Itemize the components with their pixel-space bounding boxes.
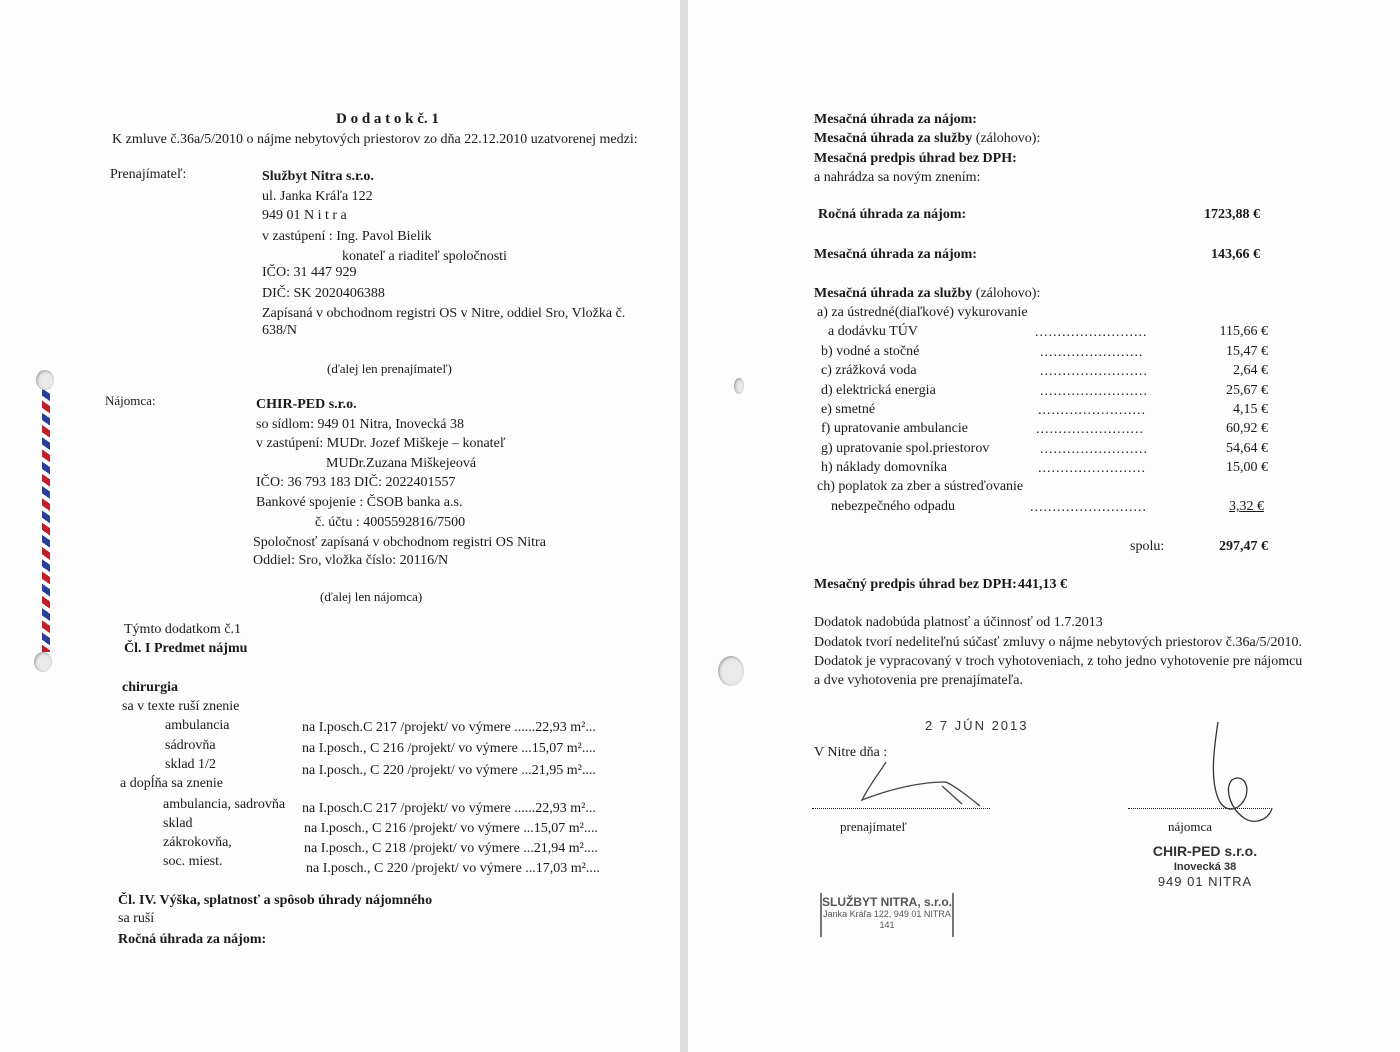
service-item-ch-value: 3,32 € <box>1229 499 1264 514</box>
tenant-line: IČO: 36 793 183 DIČ: 2022401557 <box>256 475 456 490</box>
service-item-label: g) upratovanie spol.priestorov <box>821 441 990 456</box>
signature-label-tenant: nájomca <box>1168 819 1213 834</box>
tenant-label: Nájomca: <box>105 393 156 408</box>
add-row-name: zákrokovňa, <box>163 835 232 850</box>
service-item-value: 25,67 € <box>1226 383 1268 398</box>
services-heading <box>814 285 1040 303</box>
tenant-alias: (ďalej len nájomca) <box>320 589 423 604</box>
tenant-line: so sídlom: 949 01 Nitra, Inovecká 38 <box>256 417 465 432</box>
prescription-value: 441,13 € <box>1018 577 1067 592</box>
stamp-line: Janka Kráľa 122, 949 01 NITRA <box>823 909 951 919</box>
punch-hole-bottom <box>34 652 52 672</box>
add-row-text: na I.posch., C 216 /projekt/ vo výmere ...15,07 m².... <box>304 821 598 836</box>
service-item-value: 60,92 € <box>1226 421 1268 436</box>
leader-dots: ........................ <box>1038 403 1146 418</box>
add-label: a dopĺňa sa znenie <box>120 776 224 791</box>
service-item-label: f) upratovanie ambulancie <box>821 421 968 436</box>
binding-cord <box>42 382 50 652</box>
services-suffix: (zálohovo): <box>975 286 1041 301</box>
tenant-line: MUDr.Zuzana Miškejeová <box>326 456 477 471</box>
leader-dots: ........................ <box>1040 384 1148 399</box>
place-date-line: V Nitre dňa : <box>814 745 888 760</box>
closing-line: Dodatok tvorí nedeliteľnú súčasť zmluvy o nájme nebytových priestorov č.36a/5/2010. <box>814 635 1302 650</box>
service-item-label: h) náklady domovníka <box>821 460 947 475</box>
cancel-row-text: na I.posch., C 220 /projekt/ vo výmere ...21,95 m².... <box>302 763 596 778</box>
add-row-name: ambulancia, sadrovňa <box>163 797 286 812</box>
annual-rent-value: 1723,88 € <box>1204 207 1260 222</box>
service-item-ch-title: ch) poplatok za zber a sústreďovanie <box>817 479 1024 494</box>
old-monthly-rent: Mesačná úhrada za nájom: <box>814 112 977 127</box>
leader-dots: ........................ <box>1040 442 1148 457</box>
old-services-label: Mesačná úhrada za služby <box>814 131 973 146</box>
landlord-line: ul. Janka Kráľa 122 <box>262 189 373 204</box>
service-item-label: e) smetné <box>821 402 876 417</box>
left-page <box>0 0 680 1052</box>
date-stamp: 2 7 JÚN 2013 <box>925 718 1029 733</box>
services-label: Mesačná úhrada za služby <box>814 286 973 301</box>
add-row-text: na I.posch., C 220 /projekt/ vo výmere ...17,03 m².... <box>306 861 600 876</box>
annual-rent-label-text: Ročná úhrada za nájom: <box>818 207 967 222</box>
tenant-line: č. účtu : 4005592816/7500 <box>315 515 466 530</box>
service-item-a-title: a) za ústredné(diaľkové) vykurovanie <box>817 305 1028 320</box>
leader-dots: ......................... <box>1035 325 1148 340</box>
tenant-line: Oddiel: Sro, vložka číslo: 20116/N <box>253 553 449 568</box>
tenant-line: Bankové spojenie : ČSOB banka a.s. <box>256 495 463 510</box>
amendment-preamble: Týmto dodatkom č.1 <box>124 622 242 637</box>
stamp-line: 949 01 NITRA <box>1157 874 1253 889</box>
cancel-label: sa v texte ruší znenie <box>122 699 240 714</box>
landlord-company-stamp <box>820 893 954 937</box>
cancel-row-text: na I.posch., C 216 /projekt/ vo výmere ...15,07 m².... <box>302 741 596 756</box>
cancel-row-text: na I.posch.C 217 /projekt/ vo výmere ......22,93 m²... <box>302 720 596 735</box>
closing-line: Dodatok je vypracovaný v troch vyhotoveniach, z toho jedno vyhotovenie pre nájomcu <box>814 654 1303 669</box>
landlord-line: DIČ: SK 2020406388 <box>262 286 385 301</box>
add-row-name: soc. miest. <box>163 854 223 869</box>
cancel-row-name: ambulancia <box>165 718 230 733</box>
leader-dots: ........................ <box>1038 461 1146 476</box>
landlord-line: konateľ a riaditeľ spoločnosti <box>342 249 507 264</box>
cancel-row-name: sádrovňa <box>165 738 216 753</box>
add-row-name: sklad <box>163 816 193 831</box>
tenant-name: CHIR-PED s.r.o. <box>256 397 357 412</box>
add-row-text: na I.posch.C 217 /projekt/ vo výmere ......22,93 m²... <box>302 801 596 816</box>
closing-line: a dve vyhotovenia pre prenajímateľa. <box>814 673 1023 688</box>
monthly-rent-value: 143,66 € <box>1211 247 1260 262</box>
service-item-label: c) zrážková voda <box>821 363 917 378</box>
prescription-label: Mesačný predpis úhrad bez DPH: <box>814 577 1017 592</box>
section1-heading: Čl. I Predmet nájmu <box>124 641 248 656</box>
landlord-line: IČO: 31 447 929 <box>262 265 357 280</box>
cancel-row-name: sklad 1/2 <box>165 757 216 772</box>
intro-line: K zmluve č.36a/5/2010 o nájme nebytových priestorov zo dňa 22.12.2010 uzatvorenej medzi: <box>112 132 638 147</box>
punch-hole-top <box>734 378 744 394</box>
stamp-line: CHIR-PED s.r.o. <box>1152 843 1258 859</box>
landlord-alias: (ďalej len prenajímateľ) <box>327 361 452 376</box>
signature-label-landlord: prenajímateľ <box>840 819 907 834</box>
leader-dots: ........................ <box>1036 422 1144 437</box>
tenant-line: v zastúpení: MUDr. Jozef Miškeje – konateľ <box>256 436 506 451</box>
services-total-value: 297,47 € <box>1219 539 1268 554</box>
old-monthly-services <box>814 130 1040 148</box>
section4-heading: Čl. IV. Výška, splatnosť a spôsob úhrady nájomného <box>118 893 433 908</box>
service-item-ch-label: nebezpečného odpadu <box>831 499 955 514</box>
tenant-company-stamp <box>1140 843 1270 890</box>
service-item-value: 54,64 € <box>1226 441 1268 456</box>
stamp-line: Inovecká 38 <box>1173 861 1237 873</box>
monthly-rent-label: Mesačná úhrada za nájom: <box>814 247 977 262</box>
section1-subheading: chirurgia <box>122 680 178 695</box>
service-item-value: 15,47 € <box>1226 344 1268 359</box>
landlord-line: v zastúpení : Ing. Pavol Bielik <box>262 229 432 244</box>
service-item-label: a dodávku TÚV <box>828 324 918 339</box>
tenant-signature <box>1200 718 1280 838</box>
service-item-value: 15,00 € <box>1226 460 1268 475</box>
section4-annual-label: Ročná úhrada za nájom: <box>118 932 267 947</box>
service-item-value: 2,64 € <box>1233 363 1268 378</box>
old-prescription: Mesačná predpis úhrad bez DPH: <box>814 151 1017 166</box>
service-item-label: d) elektrická energia <box>821 383 936 398</box>
landlord-line: 638/N <box>262 323 297 338</box>
right-page <box>688 0 1400 1052</box>
annual-rent-label <box>818 206 966 224</box>
tenant-line: Spoločnosť zapísaná v obchodnom registri OS Nitra <box>253 535 546 550</box>
leader-dots: ........................ <box>1040 364 1148 379</box>
punch-hole-top <box>36 370 54 390</box>
landlord-label: Prenajímateľ: <box>110 167 187 182</box>
punch-hole-bottom <box>718 656 744 686</box>
landlord-name: Službyt Nitra s.r.o. <box>262 169 374 184</box>
leader-dots: .......................... <box>1030 500 1147 515</box>
old-services-suffix: (zálohovo): <box>975 131 1041 146</box>
section4-line: sa ruší <box>118 911 155 926</box>
services-total-label: spolu: <box>1130 539 1165 554</box>
landlord-signature <box>858 760 988 810</box>
stamp-line: SLUŽBYT NITRA, s.r.o. <box>822 895 953 909</box>
leader-dots: ....................... <box>1040 345 1144 360</box>
document-title: D o d a t o k č. 1 <box>336 111 439 127</box>
add-row-text: na I.posch., C 218 /projekt/ vo výmere ...21,94 m².... <box>304 841 598 856</box>
landlord-line: Zapísaná v obchodnom registri OS v Nitre, oddiel Sro, Vložka č. <box>262 306 626 321</box>
service-item-value: 115,66 € <box>1219 324 1268 339</box>
closing-line: Dodatok nadobúda platnosť a účinnosť od 1.7.2013 <box>814 615 1103 630</box>
stamp-line: 141 <box>879 920 895 930</box>
landlord-line: 949 01 N i t r a <box>262 208 347 223</box>
replace-line: a nahrádza sa novým znením: <box>814 170 981 185</box>
service-item-value: 4,15 € <box>1233 402 1268 417</box>
service-item-label: b) vodné a stočné <box>821 344 920 359</box>
